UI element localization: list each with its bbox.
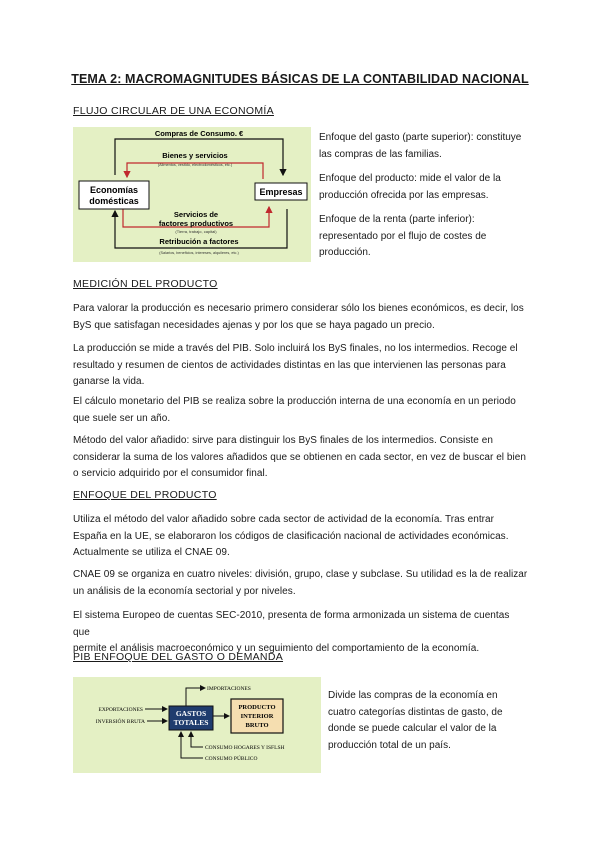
note-income: Enfoque de la renta (parte inferior): representado por el flujo de costes de producción. [319,214,487,258]
factors-sub-label: (Tierra, trabajo, capital) [175,229,217,234]
spending-notes: Divide las compras de la economía en cuatro categorías distintas de gasto, de donde se puede calcular el valor de la producción total de un país. [328,690,503,751]
note-spending: Enfoque del gasto (parte superior): constituye las compras de las familias. [319,132,522,160]
factors-label-1: Servicios de [173,210,219,219]
pib-label-2: INTERIOR [240,713,274,720]
total-spending-label-2: TOTALES [173,718,209,727]
paragraph: El sistema Europeo de cuentas SEC-2010, presenta de forma armonizada un sistema de cuentas que permite el análisis macroeconómico y un seguimiento del comportamiento de la economía. [73,610,510,654]
goods-sub-label: (Alimentos, vestido, electrodomésticos, etc.) [157,163,233,167]
paragraph: Utiliza el método del valor añadido sobre cada sector de actividad de la economía. Tras entrar España en la UE, se elaboraron los códigos de clasificación nacional de actividades económicas. Actualmente se utiliza el CNAE 09. [73,514,509,558]
section-heading-product-approach: ENFOQUE DEL PRODUCTO [73,489,217,501]
circular-flow-notes [319,130,539,262]
paragraph: CNAE 09 se organiza en cuatro niveles: división, grupo, clase y subclase. Su utilidad es la de realizar un análisis de la economía sectorial y por niveles. [73,569,528,597]
paragraph: Método del valor añadido: sirve para distinguir los ByS finales de los intermedios. Consiste en considerar la suma de los valores añadidos que se obtienen en cada sector, en vez de buscar el bien o servicio adquirido por el consumidor final. [73,435,527,479]
paragraph: Para valorar la producción es necesario primero considerar sólo los bienes económicos, es decir, los ByS que satisfagan necesidades ajenas y por los que se haya pagado un precio. [73,303,524,331]
section-heading-circular-flow: FLUJO CIRCULAR DE UNA ECONOMÍA [73,105,274,117]
retribution-label: Retribución a factores [159,237,239,246]
public-consumption-label: CONSUMO PÚBLICO [205,756,258,762]
household-consumption-label: CONSUMO HOGARES Y ISFLSH [205,745,285,751]
paragraph: El cálculo monetario del PIB se realiza sobre la producción interna de una economía en un periodo que suele ser un año. [73,396,516,424]
pib-label-1: PRODUCTO [238,704,276,711]
investment-label: INVERSIÓN BRUTA [95,719,145,725]
section-heading-spending-approach: PIB ENFOQUE DEL GASTO O DEMANDA [73,651,284,663]
section-heading-product-measurement: MEDICIÓN DEL PRODUCTO [73,278,218,290]
exports-label: EXPORTACIONES [98,707,143,713]
pib-label-3: BRUTO [245,722,269,729]
imports-label: IMPORTACIONES [207,686,251,692]
firms-label: Empresas [259,187,303,197]
goods-label: Bienes y servicios [162,151,228,160]
consumption-label: Compras de Consumo. € [154,129,244,138]
households-label-1: Economías [89,185,139,195]
total-spending-label-1: GASTOS [175,709,207,718]
retribution-sub-label: (Salarios, beneficios, intereses, alquileres, etc.) [159,251,239,255]
factors-label-2: factores productivos [158,219,234,228]
circular-flow-diagram [73,127,311,262]
page-title: TEMA 2: MACROMAGNITUDES BÁSICAS DE LA CONTABILIDAD NACIONAL [71,72,529,86]
note-product: Enfoque del producto: mide el valor de la producción ofrecida por las empresas. [319,173,501,201]
spending-diagram [73,677,321,773]
households-label-2: domésticas [89,196,139,206]
paragraph: La producción se mide a través del PIB. Solo incluirá los ByS finales, no los intermedios. Recoge el resultado y resumen de cientos de actividades distintas en las que intervienen las personas para ganarse la vida. [73,343,518,387]
